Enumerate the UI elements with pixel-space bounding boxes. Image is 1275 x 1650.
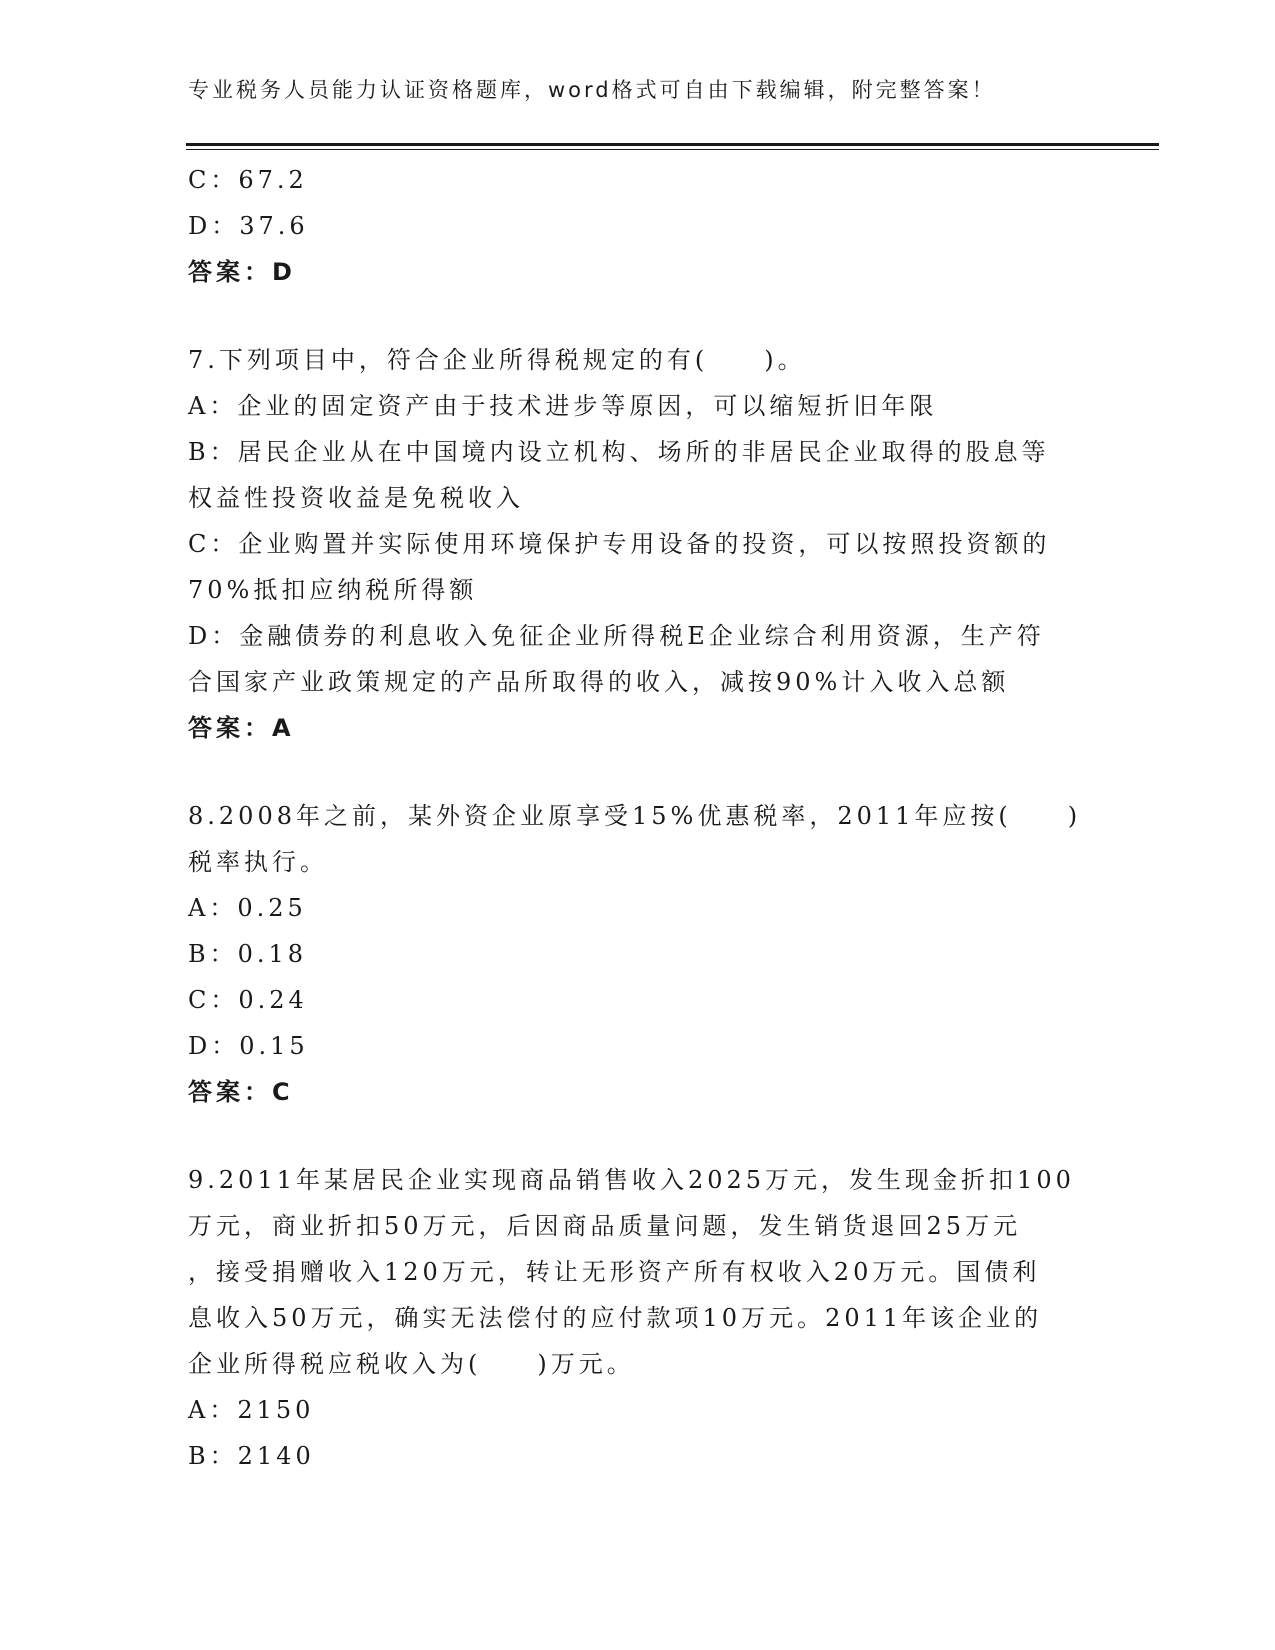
question-line: 合国家产业政策规定的产品所取得的收入，减按90%计入收入总额 [188, 668, 1010, 696]
question-block [188, 1157, 1088, 1479]
question-line: B：2140 [188, 1442, 315, 1470]
question-line: B：居民企业从在中国境内设立机构、场所的非居民企业取得的股息等 [188, 438, 1050, 466]
question-block [188, 337, 1088, 751]
question-line: 9.2011年某居民企业实现商品销售收入2025万元，发生现金折扣100 [188, 1166, 1075, 1194]
question-line: ，接受捐赠收入120万元，转让无形资产所有权收入20万元。国债利 [188, 1258, 1041, 1286]
question-line: D：金融债券的利息收入免征企业所得税E企业综合利用资源，生产符 [188, 622, 1045, 650]
question-line: C：企业购置并实际使用环境保护专用设备的投资，可以按照投资额的 [188, 530, 1051, 558]
question-line: 企业所得税应税收入为( )万元。 [188, 1350, 635, 1378]
question-line: B：0.18 [188, 940, 308, 968]
header-divider-thin [186, 149, 1159, 150]
header-divider-thick [186, 143, 1159, 146]
page-header: 专业税务人员能力认证资格题库，word格式可自由下载编辑，附完整答案！ [188, 78, 996, 102]
question-list [188, 157, 1088, 1479]
block-spacer [188, 1115, 1088, 1157]
question-line: 7.下列项目中，符合企业所得税规定的有( )。 [188, 346, 806, 374]
question-line: D：37.6 [188, 212, 309, 240]
question-line: C：0.24 [188, 986, 308, 1014]
block-spacer [188, 295, 1088, 337]
question-line: 税率执行。 [188, 848, 328, 876]
question-line: D：0.15 [188, 1032, 309, 1060]
question-block [188, 793, 1088, 1115]
question-line: 70%抵扣应纳税所得额 [188, 576, 478, 604]
answer-line: 答案：A [188, 714, 295, 742]
question-line: 息收入50万元，确实无法偿付的应付款项10万元。2011年该企业的 [188, 1304, 1043, 1332]
question-line: 8.2008年之前，某外资企业原享受15%优惠税率，2011年应按( ) [188, 802, 1082, 830]
question-line: A：2150 [188, 1396, 315, 1424]
question-line: A：企业的固定资产由于技术进步等原因，可以缩短折旧年限 [188, 392, 938, 420]
block-spacer [188, 751, 1088, 793]
answer-line: 答案：D [188, 258, 296, 286]
question-line: 权益性投资收益是免税收入 [188, 484, 524, 512]
question-line: 万元，商业折扣50万元，后因商品质量问题，发生销货退回25万元 [188, 1212, 1022, 1240]
question-line: C：67.2 [188, 166, 308, 194]
answer-line: 答案：C [188, 1078, 294, 1106]
question-block [188, 157, 1088, 295]
question-line: A：0.25 [188, 894, 307, 922]
